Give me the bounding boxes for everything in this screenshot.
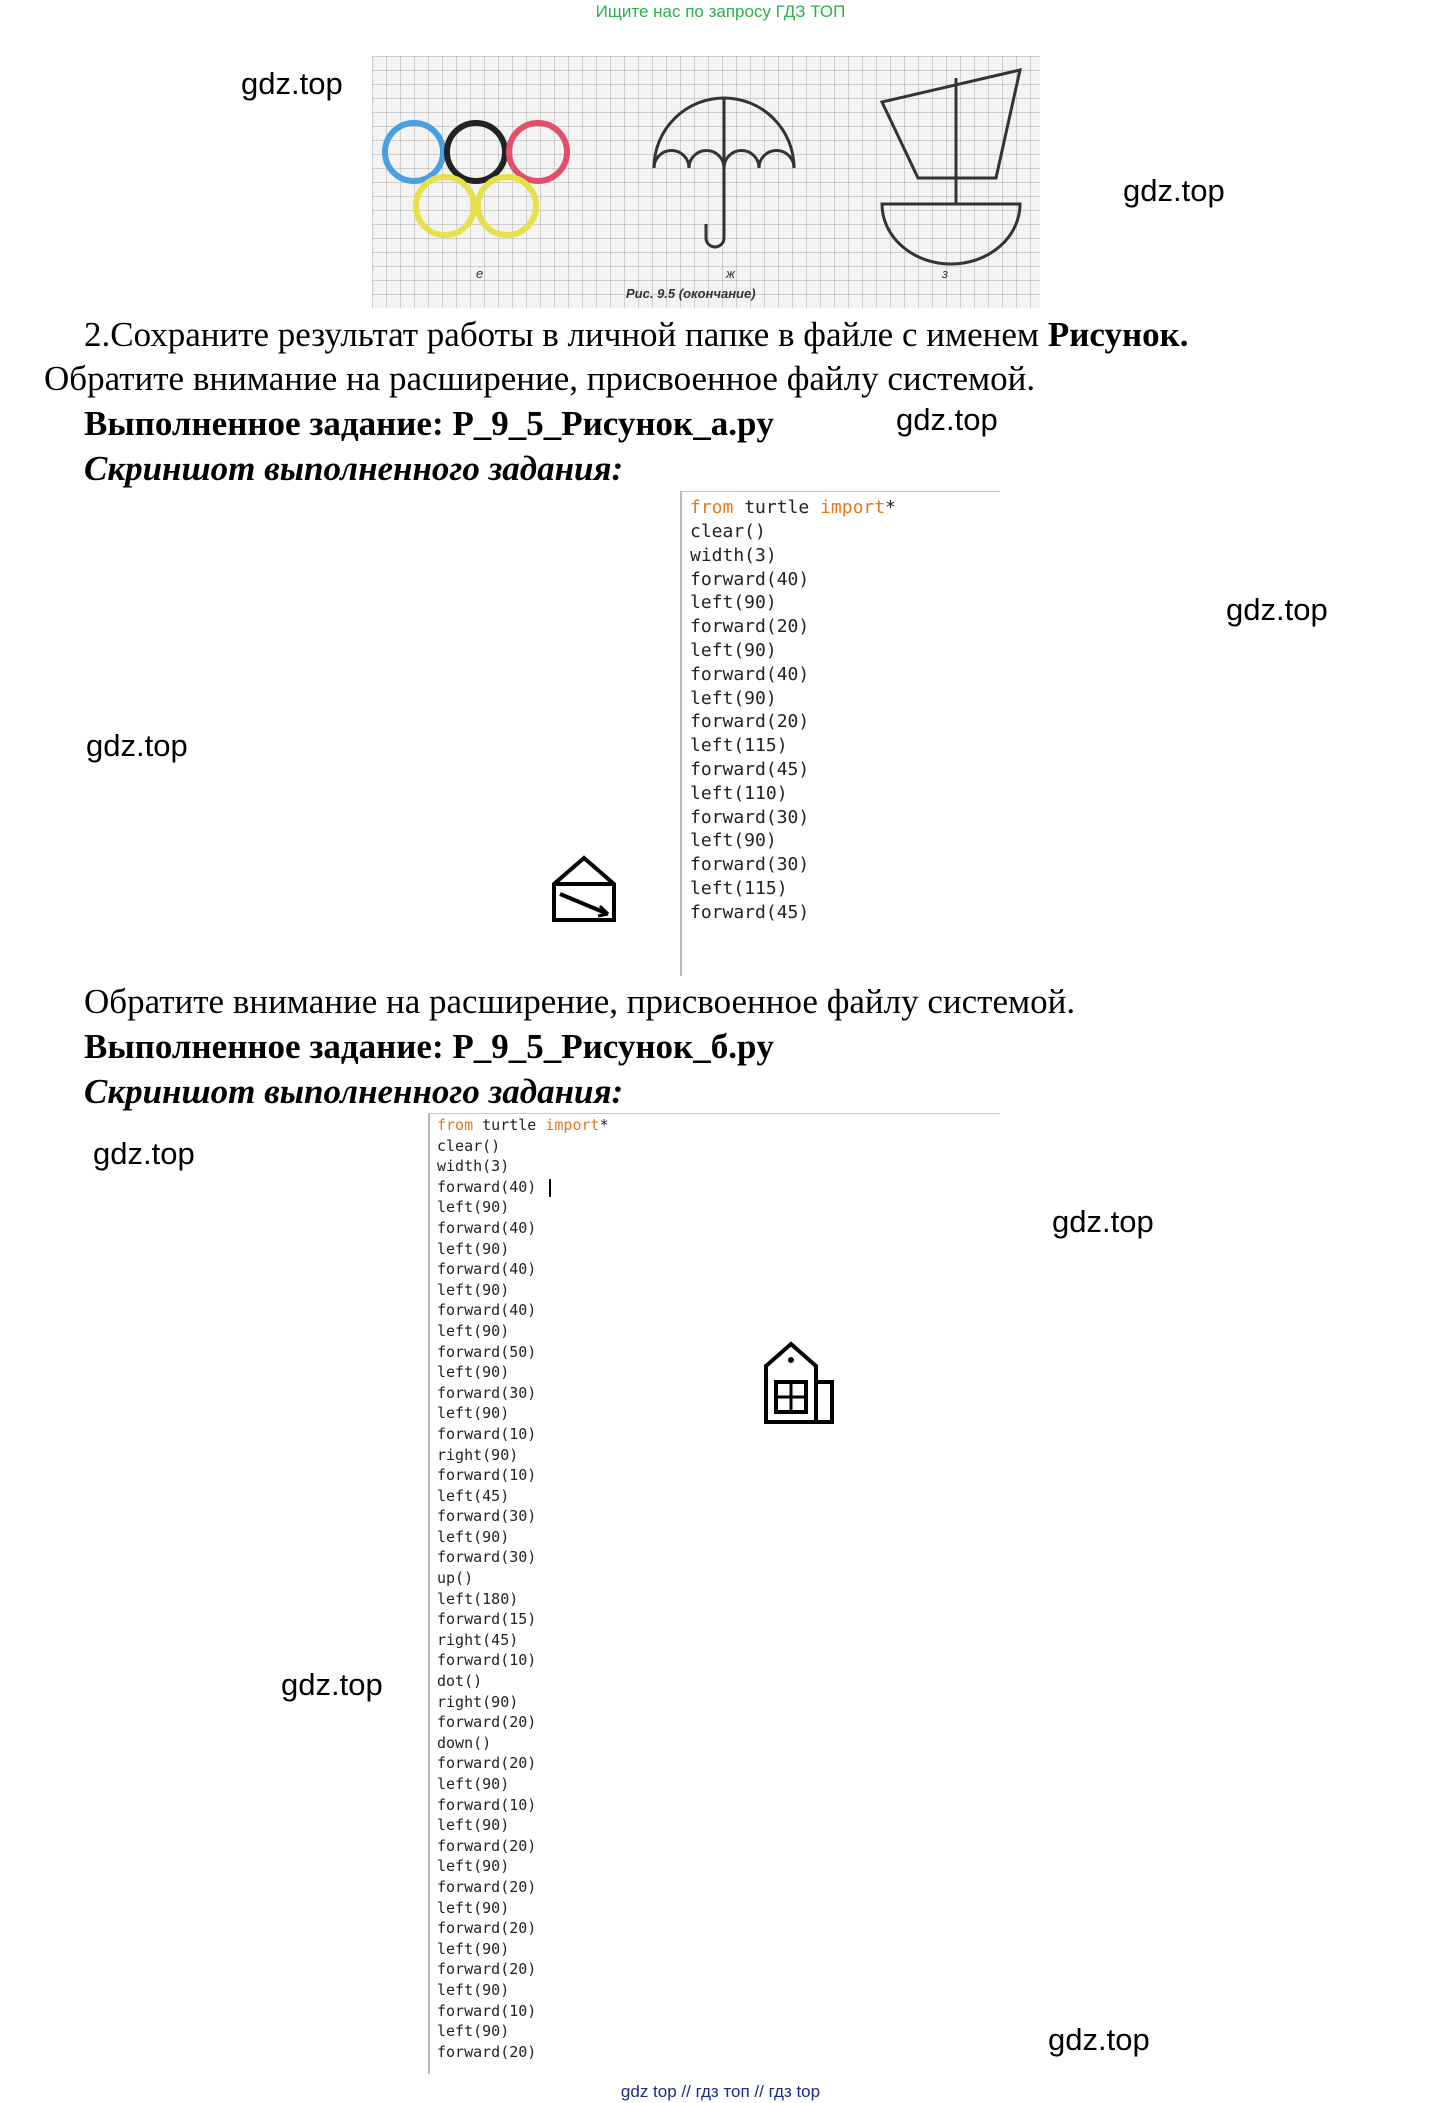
code-line: right(90) [437,1692,519,1711]
top-banner[interactable]: Ищите нас по запросу ГДЗ ТОП [595,2,846,21]
code-line: forward(20) [437,1919,537,1938]
code-line: forward(20) [437,1754,537,1773]
figure-caption: Рис. 9.5 (окончание) [626,286,756,301]
code-line: left(90) [437,1198,510,1217]
code-line: left(90) [437,1280,510,1299]
turtle-drawing-b [762,1340,838,1426]
ring-red [509,123,567,181]
watermark: gdz.top [1048,2022,1150,2057]
code-line: forward(40) [690,568,810,590]
part-b-screenshot-title: Скриншот выполненного задания: [84,1072,624,1111]
code-line: forward(30) [437,1383,537,1402]
boat-hull [882,204,1020,264]
code-line: left(45) [437,1486,510,1505]
code-line: forward(10) [437,1424,537,1443]
keyword-import: import [545,1116,600,1134]
watermark: gdz.top [1123,173,1225,208]
code-line: left(90) [437,1898,510,1917]
code-lines-a [690,520,809,925]
code-editor-a [680,491,1000,976]
code-line: forward(40) [437,1177,537,1196]
figure-letter: з [942,266,949,281]
code-line: left(90) [437,1816,510,1835]
code-line: forward(30) [690,854,810,876]
code-line: left(90) [437,1404,510,1423]
turtle-drawing-a [550,850,620,926]
code-line: left(90) [437,1857,510,1876]
code-line: left(90) [437,2022,510,2041]
code-lines-b [437,1136,536,2063]
code-line: forward(20) [437,2042,537,2061]
code-star: * [599,1116,609,1134]
bottom-banner[interactable]: gdz top // гдз топ // гдз top [620,2082,821,2101]
code-line: forward(10) [437,1795,537,1814]
code-line: clear() [690,521,766,542]
watermark: gdz.top [896,402,998,437]
ring-yellow [416,177,474,235]
textbook-drawings [372,56,1040,308]
code-line: clear() [437,1136,501,1155]
code-line: forward(20) [690,616,810,638]
code-line: forward(15) [437,1610,537,1629]
watermark: gdz.top [86,728,188,763]
code-line: left(90) [437,1980,510,1999]
code-line: left(90) [437,1527,510,1546]
part-b-done-title: Выполненное задание: P_9_5_Рисунок_б.py [84,1027,774,1066]
figure-letter: е [476,266,484,281]
code-line: down() [437,1733,492,1752]
code-line: right(45) [437,1630,519,1649]
code-line: forward(10) [437,1466,537,1485]
task-line-2: Обратите внимание на расширение, присвоенное файлу системой. [44,359,1036,398]
code-line: left(90) [690,830,777,852]
code-line: left(90) [690,592,777,614]
code-line: left(90) [437,1321,510,1340]
code-line: left(90) [437,1239,510,1258]
task-filename: Рисунок. [1047,315,1189,354]
code-module: turtle [473,1116,546,1134]
watermark: gdz.top [93,1136,195,1171]
watermark: gdz.top [1226,592,1328,627]
text-cursor [549,1179,551,1197]
code-line: right(90) [437,1445,519,1464]
code-line: forward(30) [690,806,810,828]
watermark: gdz.top [241,66,343,101]
code-line: forward(40) [437,1301,537,1320]
boat-sail [882,70,1020,178]
task-text: 2.Сохраните результат работы в личной папке в файле с именем [84,315,1048,354]
watermark: gdz.top [1052,1204,1154,1239]
task-line-1 [84,312,1189,357]
code-line: left(90) [437,1775,510,1793]
code-line: left(180) [437,1589,519,1608]
part-a-done-title: Выполненное задание: P_9_5_Рисунок_а.py [84,404,774,443]
code-line: up() [437,1569,474,1588]
keyword-import: import [820,497,886,518]
code-line: left(115) [690,877,788,899]
keyword-from: from [690,497,734,518]
code-line: forward(10) [437,1651,537,1670]
code-line: forward(45) [690,901,810,923]
code-line-import [690,496,896,520]
part-a-screenshot-title: Скриншот выполненного задания: [84,449,624,488]
code-line: width(3) [690,544,777,566]
code-line: width(3) [437,1157,510,1176]
code-line: left(110) [690,782,788,804]
ring-yellow [478,177,536,235]
textbook-figure [372,56,1040,308]
code-line: forward(20) [690,711,810,733]
code-line: left(90) [437,1939,510,1958]
code-line: forward(20) [437,1877,537,1896]
code-line: forward(30) [437,1548,537,1567]
code-editor-b [428,1113,1000,2074]
code-line: forward(10) [437,2001,537,2020]
code-line: forward(45) [690,758,810,780]
umbrella-handle [706,98,724,247]
ring-black [447,123,505,181]
part-b-note: Обратите внимание на расширение, присвоенное файлу системой. [84,982,1076,1021]
ring-blue [385,123,443,181]
code-line: forward(40) [437,1218,537,1237]
code-line: forward(20) [437,1713,537,1732]
code-line: left(90) [690,639,777,661]
keyword-from: from [437,1116,474,1134]
code-line: left(90) [690,687,777,709]
code-line: forward(50) [437,1342,537,1361]
watermark: gdz.top [281,1667,383,1702]
code-line: forward(40) [437,1260,537,1279]
code-line: forward(40) [690,663,810,685]
code-line: forward(30) [437,1507,537,1526]
code-line: left(90) [437,1363,510,1382]
figure-letter: ж [726,266,735,281]
code-module: turtle [733,497,821,518]
code-line: forward(20) [437,1960,537,1979]
code-line: forward(20) [437,1836,537,1855]
code-line-import [437,1115,609,1136]
code-line: left(115) [690,735,788,757]
code-line: dot() [437,1672,483,1691]
code-star: * [885,497,896,518]
